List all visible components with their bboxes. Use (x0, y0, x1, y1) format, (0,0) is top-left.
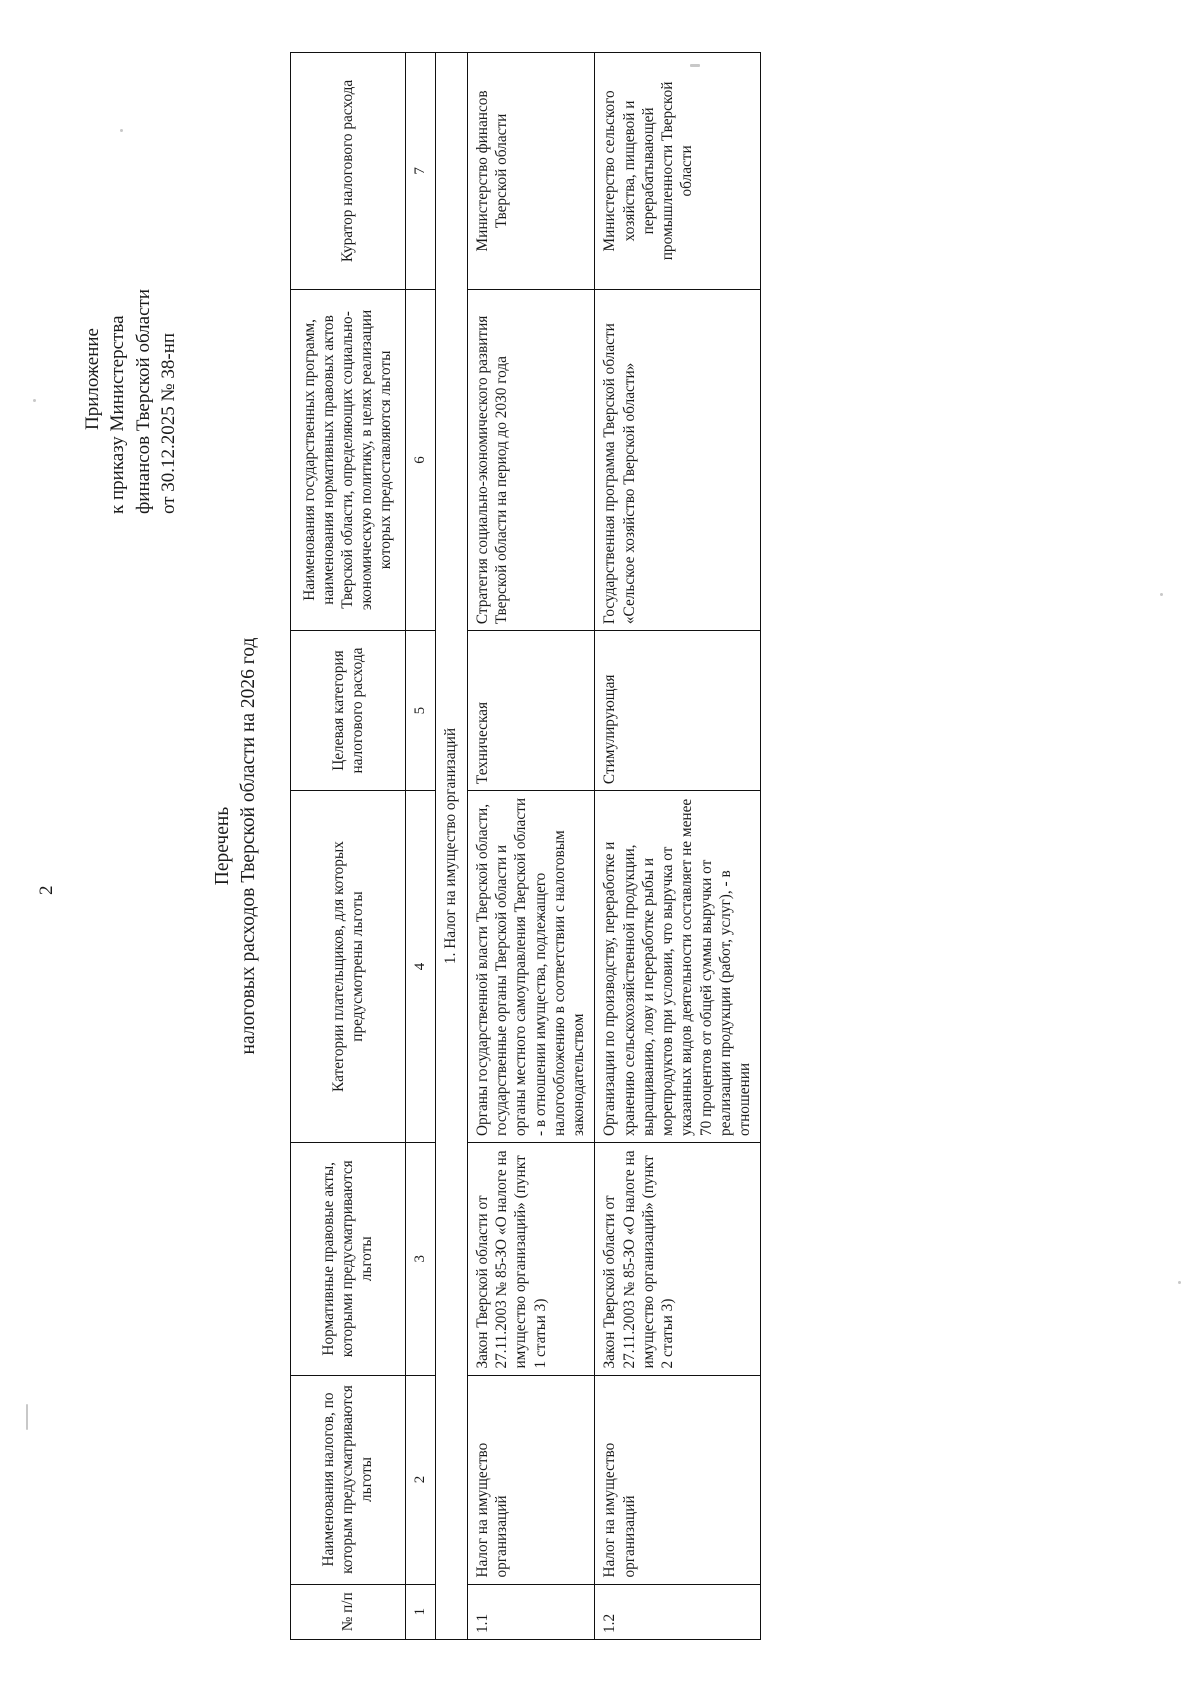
section-title-tax-on-property: 1. Налог на имущество организаций (436, 53, 467, 1640)
row-curator: Министерство финансов Тверской области (467, 53, 595, 290)
scan-speck (120, 129, 123, 132)
table-column-numbers-row (405, 53, 436, 1640)
header-line-4: от 30.12.2025 № 38-нп (158, 332, 180, 514)
row-legal-act: Закон Тверской области от 27.11.2003 № 85-ЗО «О налоге на имущество организаций» (пункт 2 статьи 3) (595, 1143, 761, 1376)
column-header-curator: Куратор налогового расхода (291, 53, 406, 290)
row-target-category: Стимулирующая (595, 631, 761, 791)
scan-speck (690, 64, 700, 67)
document-title (210, 0, 263, 1692)
document-header (80, 84, 182, 514)
row-payer-category: Органы государственной власти Тверской области, государственные органы Тверской области и органы местного самоуправления Тверской области - в отношении имущества, подлежащего налогообложению в соответствии с налоговым законодательством (467, 791, 595, 1143)
column-number-2: 2 (405, 1375, 436, 1584)
column-number-3: 3 (405, 1143, 436, 1376)
column-header-programs: Наименования государственных программ, наименования нормативных правовых актов Тверской области, определяющих социально-экономическую политику, в целях реализации которых предоставляются льготы (291, 289, 406, 630)
header-line-1: Приложение (82, 328, 103, 430)
column-header-legal-acts: Нормативные правовые акты, которыми предусматриваются льготы (291, 1143, 406, 1376)
scan-speck (1178, 1281, 1181, 1284)
row-legal-act: Закон Тверской области от 27.11.2003 № 85-ЗО «О налоге на имущество организаций» (пункт 1 статьи 3) (467, 1143, 595, 1376)
row-payer-category: Организации по производству, переработке и хранению сельскохозяйственной продукции, выращиванию, лову и переработке рыбы и морепродуктов при условии, что выручка от указанных видов деятельности составляет не менее 70 процентов от общей суммы выручки от реализации продукции (работ, услуг), - в отношении (595, 791, 761, 1143)
column-number-5: 5 (405, 631, 436, 791)
column-header-target-category: Целевая категория налогового расхода (291, 631, 406, 791)
table-section-row (436, 53, 467, 1640)
header-line-2: к приказу Министерства (107, 315, 129, 514)
row-target-category: Техническая (467, 631, 595, 791)
column-number-4: 4 (405, 791, 436, 1143)
scan-speck (1160, 593, 1163, 596)
row-programs: Стратегия социально-экономического развития Тверской области на период до 2030 года (467, 289, 595, 630)
table-row (467, 53, 595, 1640)
scan-speck (33, 399, 36, 402)
row-tax-name: Налог на имущество организаций (467, 1375, 595, 1584)
page-subtitle: налоговых расходов Тверской области на 2026 год (238, 637, 260, 1055)
scan-speck (26, 1404, 28, 1430)
column-header-number: № п/п (291, 1584, 406, 1639)
column-number-6: 6 (405, 289, 436, 630)
tax-expenditure-table (290, 52, 761, 1640)
column-header-tax-names: Наименования налогов, по которым предусматриваются льготы (291, 1375, 406, 1584)
table-row (595, 53, 761, 1640)
column-number-7: 7 (405, 53, 436, 290)
row-tax-name: Налог на имущество организаций (595, 1375, 761, 1584)
column-header-payer-categories: Категории плательщиков, для которых предусмотрены льготы (291, 791, 406, 1143)
row-programs: Государственная программа Тверской области «Сельское хозяйство Тверской области» (595, 289, 761, 630)
table-header-row (291, 53, 406, 1640)
row-number: 1.2 (595, 1584, 761, 1639)
page-title: Перечень (212, 806, 233, 886)
column-number-1: 1 (405, 1584, 436, 1639)
row-curator: Министерство сельского хозяйства, пищевой и перерабатывающей промышленности Тверской области (595, 53, 761, 290)
page-number: 2 (36, 885, 57, 895)
row-number: 1.1 (467, 1584, 595, 1639)
header-line-3: финансов Тверской области (132, 289, 154, 514)
